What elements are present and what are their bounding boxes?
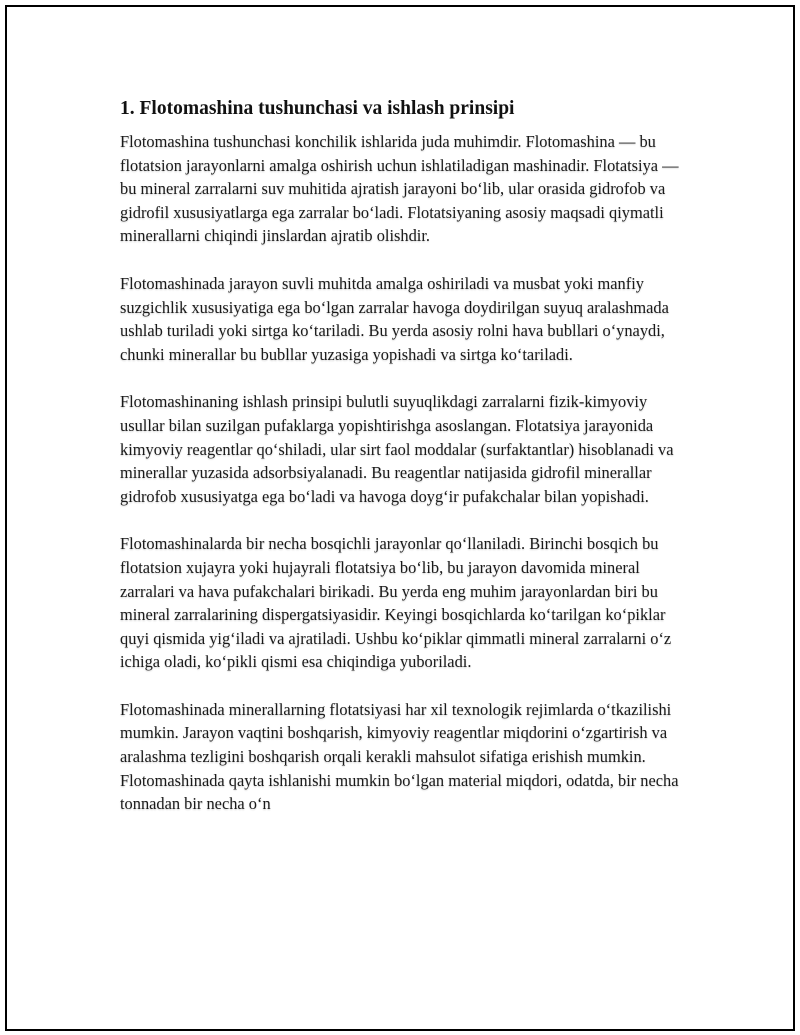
paragraph-3: Flotomashinaning ishlash prinsipi bulutli suyuqlikdagi zarralarni fizik-kimyoviy usullar bilan suzilgan pufaklarga yopishtirishga asoslangan. Flotatsiya jarayonida kimyoviy reagentlar qo‘shiladi, ular sirt faol moddalar (surfaktantlar) hisoblanadi va minerallar yuzasida adsorbsiyalanadi. Bu reagentlar natijasida gidrofil minerallar gidrofob xususiyatga ega bo‘ladi va havoga doyg‘ir pufakchalar bilan yopishadi. xyxy=(120,392,674,506)
section-heading: 1. Flotomashina tushunchasi va ishlash prinsipi xyxy=(120,98,515,119)
document-body xyxy=(120,95,680,840)
paragraph-2: Flotomashinada jarayon suvli muhitda amalga oshiriladi va musbat yoki manfiy suzgichlik xususiyatiga ega bo‘lgan zarralar havoga doydirilgan suyuq aralashmada ushlab turiladi yoki sirtga ko‘tariladi. Bu yerda asosiy rolni hava bubllari o‘ynaydi, chunki minerallar bu bubllar yuzasiga yopishadi va sirtga ko‘tariladi. xyxy=(120,273,669,364)
paragraph-4: Flotomashinalarda bir necha bosqichli jarayonlar qo‘llaniladi. Birinchi bosqich bu flotatsion xujayra yoki hujayrali flotatsiya bo‘lib, bu jarayon davomida mineral zarralari va hava pufakchalari birikadi. Bu yerda eng muhim jarayonlardan biri bu mineral zarralarining dispergatsiyasidir. Keyingi bosqichlarda ko‘tarilgan ko‘piklar quyi qismida yig‘iladi va ajratiladi. Ushbu ko‘piklar qimmatli mineral zarralarni o‘z ichiga oladi, ko‘pikli qismi esa chiqindiga yuboriladi. xyxy=(120,534,672,672)
page-frame xyxy=(5,5,795,1031)
paragraph-1: Flotomashina tushunchasi konchilik ishlarida juda muhimdir. Flotomashina — bu flotatsion jarayonlarni amalga oshirish uchun ishlatiladigan mashinadir. Flotatsiya — bu mineral zarralarni suv muhitida ajratish jarayoni bo‘lib, ular orasida gidrofob va gidrofil xususiyatlarga ega zarralar bo‘ladi. Flotatsiyaning asosiy maqsadi qiymatli minerallarni chiqindi jinslardan ajratib olishdir. xyxy=(120,132,679,246)
paragraph-5: Flotomashinada minerallarning flotatsiyasi har xil texnologik rejimlarda o‘tkazilishi mumkin. Jarayon vaqtini boshqarish, kimyoviy reagentlar miqdorini o‘zgartirish va aralashma tezligini boshqarish orqali kerakli mahsulot sifatiga erishish mumkin. Flotomashinada qayta ishlanishi mumkin bo‘lgan material miqdori, odatda, bir necha tonnadan bir necha o‘n xyxy=(120,699,679,814)
